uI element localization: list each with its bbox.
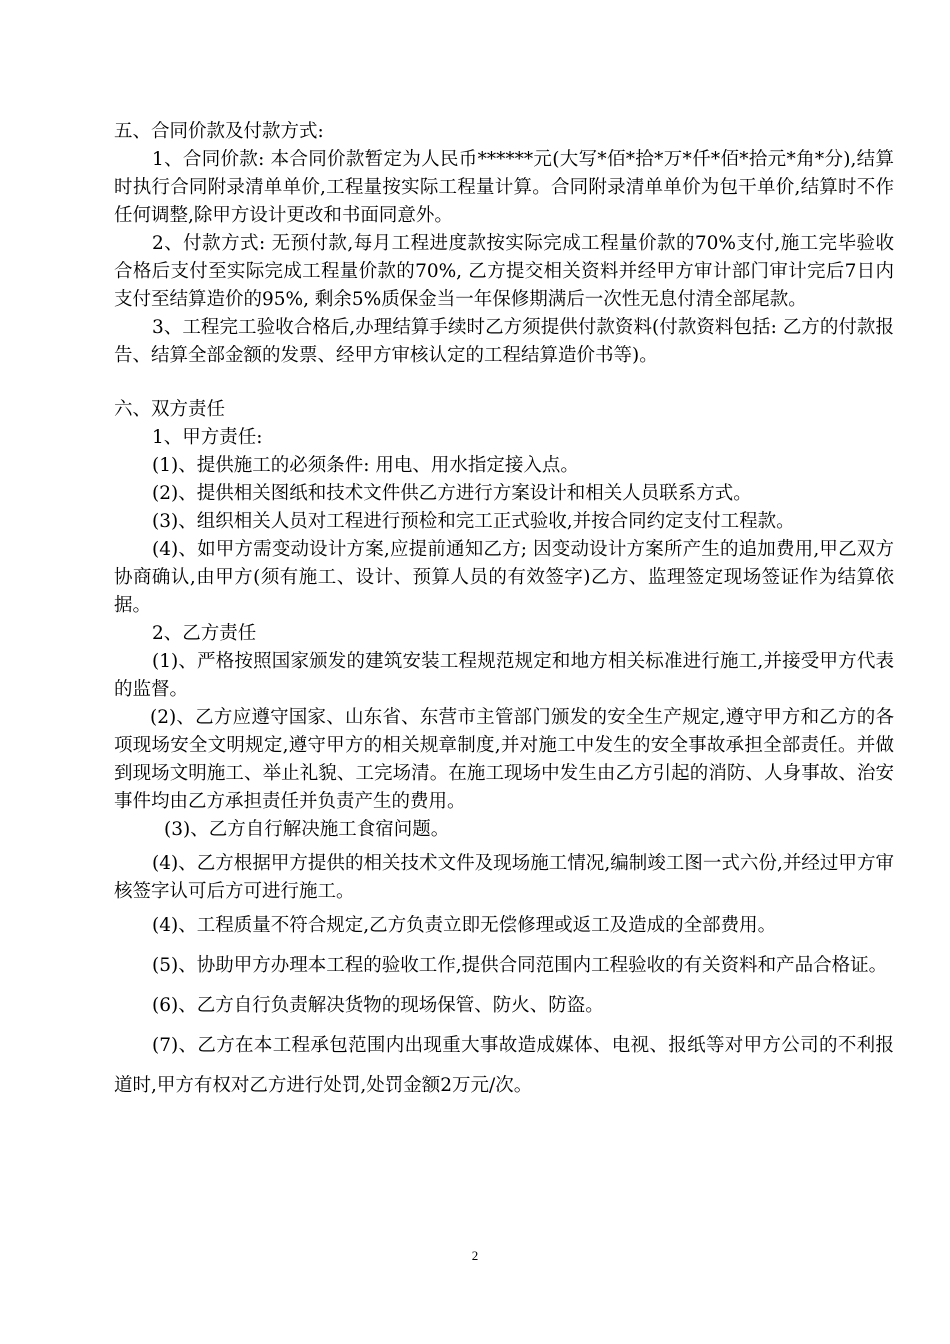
party-b-item-7: (6)、乙方自行负责解决货物的现场保管、防火、防盗。 <box>152 995 604 1016</box>
party-b-item-8: (7)、乙方在本工程承包范围内出现重大事故造成媒体、电视、报纸等对甲方公司的不利报道时,甲方有权对乙方进行处罚,处罚金额2万元/次。 <box>114 1035 894 1096</box>
paragraph-settlement-documents: 3、工程完工验收合格后,办理结算手续时乙方须提供付款资料(付款资料包括: 乙方的付款报告、结算全部金额的发票、经甲方审核认定的工程结算造价书等)。 <box>114 317 894 366</box>
document-body <box>114 118 894 1106</box>
party-b-item-5: (4)、工程质量不符合规定,乙方负责立即无偿修理或返工及造成的全部费用。 <box>152 915 777 936</box>
party-a-item-4: (4)、如甲方需变动设计方案,应提前通知乙方; 因变动设计方案所产生的追加费用,甲乙双方协商确认,由甲方(须有施工、设计、预算人员的有效签字)乙方、监理签定现场签证作为结算依据。 <box>114 539 894 616</box>
section-heading-responsibilities: 六、双方责任 <box>114 399 226 420</box>
party-b-item-2: (2)、乙方应遵守国家、山东省、东营市主管部门颁发的安全生产规定,遵守甲方和乙方的各项现场安全文明规定,遵守甲方的相关规章制度,并对施工中发生的安全事故承担全部责任。并做到现场文明施工、举止礼貌、工完场清。在施工现场中发生由乙方引起的消防、人身事故、治安事件均由乙方承担责任并负责产生的费用。 <box>114 707 894 812</box>
party-a-item-2: (2)、提供相关图纸和技术文件供乙方进行方案设计和相关人员联系方式。 <box>152 483 752 504</box>
section-heading-payment: 五、合同价款及付款方式: <box>114 121 324 142</box>
party-a-item-3: (3)、组织相关人员对工程进行预检和完工正式验收,并按合同约定支付工程款。 <box>152 511 795 532</box>
party-b-item-3: (3)、乙方自行解决施工食宿问题。 <box>164 819 450 840</box>
party-b-item-1: (1)、严格按照国家颁发的建筑安装工程规范规定和地方相关标准进行施工,并接受甲方代表的监督。 <box>114 651 894 700</box>
paragraph-contract-price: 1、合同价款: 本合同价款暂定为人民币******元(大写*佰*拾*万*仟*佰*拾元*角*分),结算时执行合同附录清单单价,工程量按实际工程量计算。合同附录清单单价为包干单价,结算时不作任何调整,除甲方设计更改和书面同意外。 <box>114 149 894 226</box>
subheading-party-b: 2、乙方责任 <box>152 623 257 644</box>
section-spacer <box>114 370 894 396</box>
party-b-item-6: (5)、协助甲方办理本工程的验收工作,提供合同范围内工程验收的有关资料和产品合格证。 <box>152 955 888 976</box>
page-number: 2 <box>471 1248 479 1263</box>
party-b-item-4: (4)、乙方根据甲方提供的相关技术文件及现场施工情况,编制竣工图一式六份,并经过甲方审核签字认可后方可进行施工。 <box>114 853 894 902</box>
party-a-item-1: (1)、提供施工的必须条件: 用电、用水指定接入点。 <box>152 455 579 476</box>
paragraph-payment-method: 2、付款方式: 无预付款,每月工程进度款按实际完成工程量价款的70%支付,施工完毕验收合格后支付至实际完成工程量价款的70%, 乙方提交相关资料并经甲方审计部门审计完后7日内支付至结算造价的95%, 剩余5%质保金当一年保修期满后一次性无息付清全部尾款。 <box>114 233 894 310</box>
subheading-party-a: 1、甲方责任: <box>152 427 263 448</box>
